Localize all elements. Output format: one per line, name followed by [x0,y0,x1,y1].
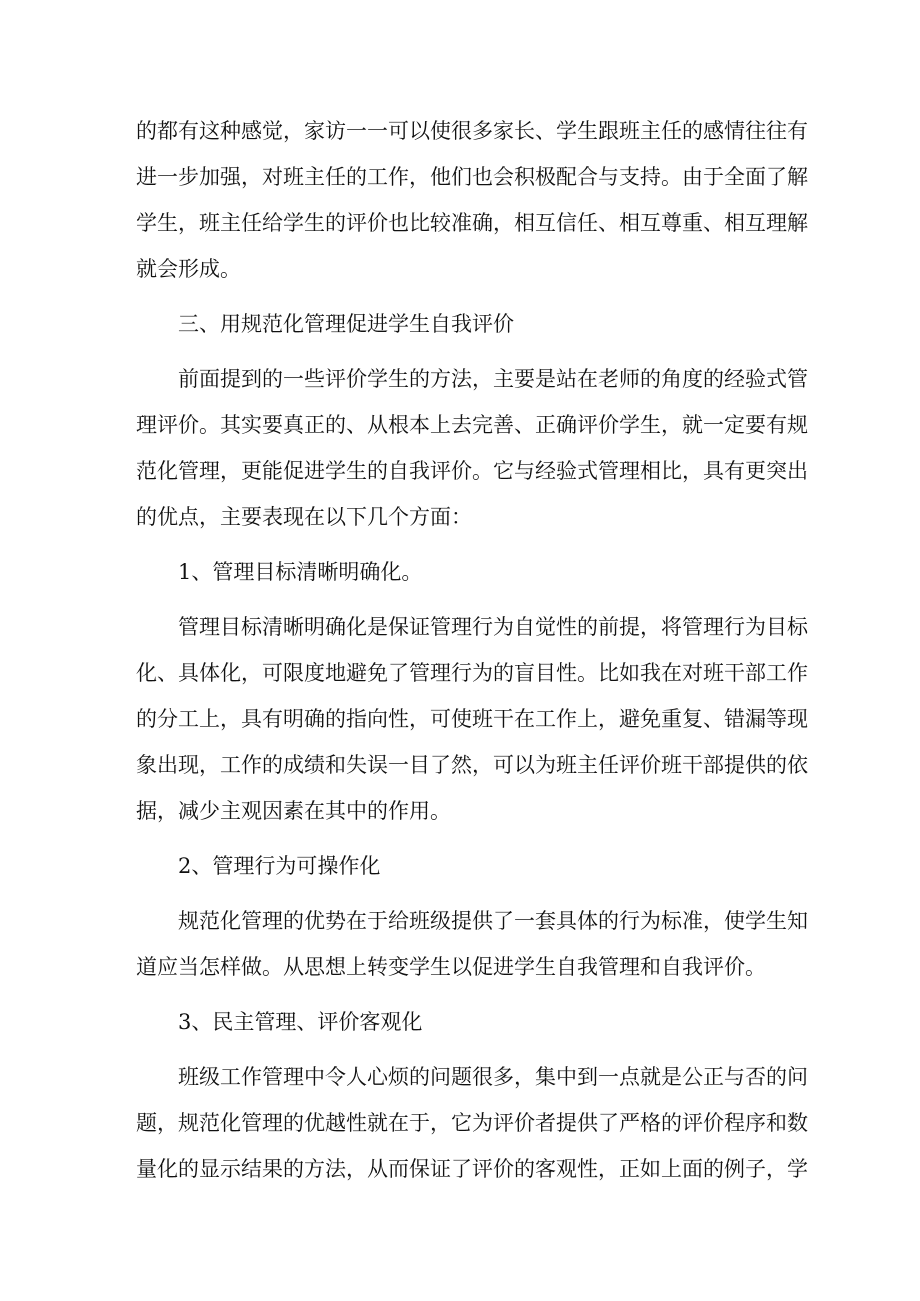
paragraph-gap [136,834,786,843]
paragraph-line: 管理目标清晰明确化是保证管理行为自觉性的前提，将管理行为目标 [178,615,808,639]
paragraph-line: 规范化管理的优势在于给班级提供了一套具体的行为标准，使学生知 [178,909,808,933]
paragraph-line: 据，减少主观因素在其中的作用。 [136,799,451,823]
paragraph-line: 前面提到的一些评价学生的方法，主要是站在老师的角度的经验式管 [178,367,808,391]
paragraph-gap [136,540,786,549]
paragraph-line: 化、具体化，可限度地避免了管理行为的盲目性。比如我在对班干部工作 [136,661,808,685]
paragraph-line: 量化的显示结果的方法，从而保证了评价的客观性，正如上面的例子，学 [136,1157,808,1181]
section-heading: 三、用规范化管理促进学生自我评价 [178,312,514,336]
subsection-heading: 1、管理目标清晰明确化。 [178,560,423,584]
paragraph-line: 就会形成。 [136,257,241,281]
paragraph-line: 班级工作管理中令人心烦的问题很多，集中到一点就是公正与否的问 [178,1065,808,1089]
paragraph-line: 的分工上，具有明确的指向性，可使班干在工作上，避免重复、错漏等现 [136,707,808,731]
subsection-heading: 3、民主管理、评价客观化 [178,1010,423,1034]
paragraph-line: 题，规范化管理的优越性就在于，它为评价者提供了严格的评价程序和数 [136,1111,808,1135]
paragraph-line: 的都有这种感觉，家访一一可以使很多家长、学生跟班主任的感情往往有 [136,119,808,143]
paragraph-line: 理评价。其实要真正的、从根本上去完善、正确评价学生，就一定要有规 [136,413,808,437]
paragraph-line: 的优点，主要表现在以下几个方面： [136,505,472,529]
paragraph-gap [136,889,786,898]
paragraph-gap [136,595,786,604]
paragraph-gap [136,292,786,301]
paragraph-line: 道应当怎样做。从思想上转变学生以促进学生自我管理和自我评价。 [136,955,766,979]
paragraph-line: 范化管理，更能促进学生的自我评价。它与经验式管理相比，具有更突出 [136,459,808,483]
document-body [136,108,808,1192]
paragraph-line: 进一步加强，对班主任的工作，他们也会积极配合与支持。由于全面了解 [136,165,808,189]
paragraph-gap [136,347,786,356]
paragraph-line: 象出现，工作的成绩和失误一目了然，可以为班主任评价班干部提供的依 [136,753,808,777]
paragraph-line: 学生，班主任给学生的评价也比较准确，相互信任、相互尊重、相互理解 [136,211,808,235]
subsection-heading: 2、管理行为可操作化 [178,854,381,878]
paragraph-gap [136,1045,786,1054]
paragraph-gap [136,990,786,999]
